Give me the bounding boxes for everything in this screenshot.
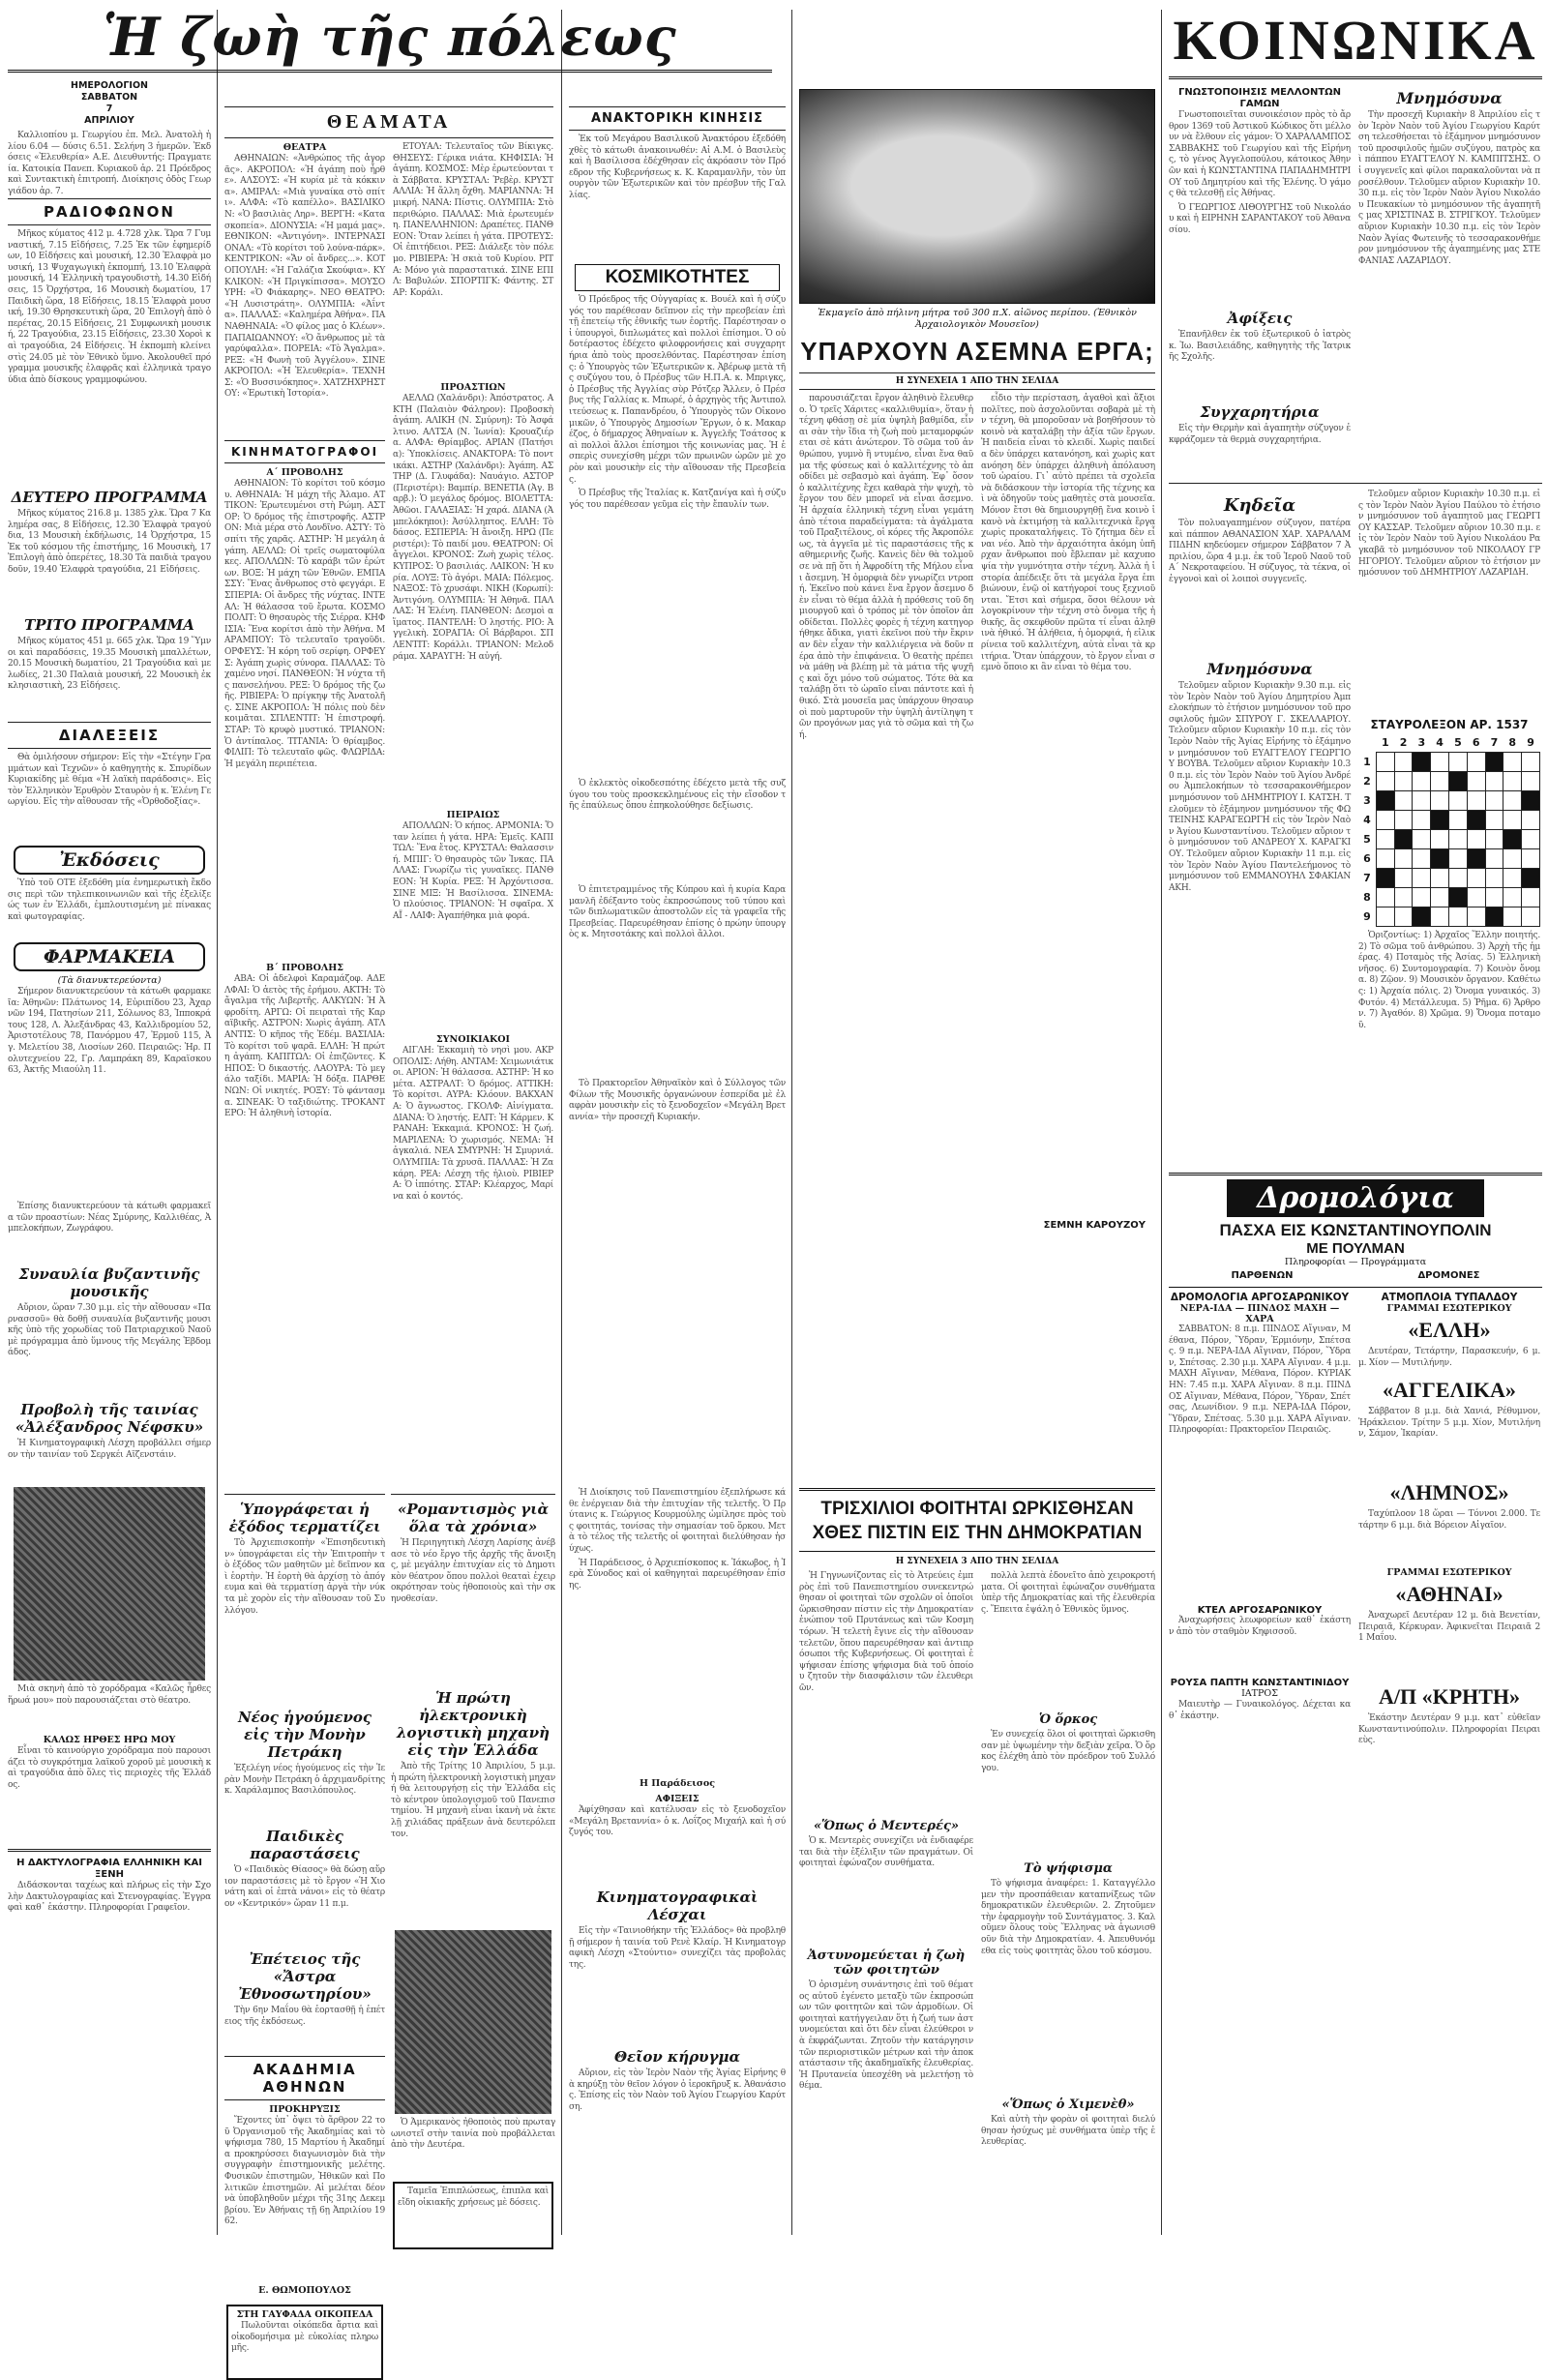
third-program-text: Μῆκος κύματος 451 μ. 665 χλκ. Ὥρα 19 Ὕμνοι καὶ παραδόσεις, 19.35 Μουσικὴ μπαλλέτων, 20.15 Μουσικὴ δωματίου, 21 Τραγούδια καὶ μελωδίες, 21.30 Παλαιὰ μουσική, 22 Μουσικὴ ἐκκλησιαστικὴ, 23 Εἰδήσεις. [8,637,211,692]
calendar-label: ΗΜΕΡΟΛΟΓΙΟΝ [71,80,148,91]
actor-photo [395,1930,551,2114]
route-left-heading: ΔΡΟΜΟΛΟΓΙΑ ΑΡΓΟΣΑΡΩΝΙΚΟΥ [1170,1292,1350,1303]
divider [1169,483,1542,484]
memorial2-heading: Μνημόσυνα [1206,660,1313,678]
crossword-col-label: 2 [1399,736,1408,749]
crossword-cell [1376,772,1394,791]
actor-photo-caption: Ὁ Ἀμερικανὸς ἠθοποιὸς ποὺ πρωταγωνιστεῖ στὴν ταινία ποὺ προβάλλεται ἀπὸ τὴν Δευτέρα. [391,2118,555,2151]
masthead-title: Ἡ ζωὴ τῆς πόλεως [8,0,772,73]
publications-heading: Ἐκδόσεις [14,846,205,875]
dance-photo-caption: Μιὰ σκηνὴ ἀπὸ τὸ χορόδραμα «Καλῶς ἦρθες ἥρωά μου» ποὺ παρουσιάζεται στὸ θέατρο. [8,1684,211,1706]
second-program-text: Μῆκος κύματος 216.8 μ. 1385 χλκ. Ὥρα 7 Καλημέρα σας, 8 Εἰδήσεις, 12.30 Ἐλαφρὰ τραγούδια, 13 Μουσικὴ ἐκδήλωσις, 14 Ὀρχήστρα, 15 Ἐκ τοῦ κόσμου τῆς ἐπιστήμης, 16 Μουσικὴ, 17 Ἐπιλογὴ ἀπὸ ὀπερέτες, 18.30 Τὰ παιδιὰ τραγουδοῦν, 19.40 Ἐλαφρὰ τραγούδια, 21 Εἰδήσεις. [8,509,211,575]
crossword-black-cell [1376,791,1394,811]
crossword-cell [1449,830,1468,849]
crossword-cell [1467,907,1485,927]
crossword-black-cell [1485,753,1503,772]
piraeus-list: ΑΠΟΛΛΩΝ: Ὁ κήπος. ΑΡΜΟΝΙΑ: Ὅταν λείπει ἡ γάτα. ΗΡΑ: Ἐμεῖς. ΚΑΠΙΤΩΛ: Ἕνα ἔτος. ΚΡΥΣΤΑΛ: Θαλασσινή. ΜΠΙΓ: Ὁ θησαυρὸς τῶν Ἰνκας. ΠΑΛΛΑΣ: Γνωρίζω τὶς γυναῖκες. ΠΑΝΘΕΟΝ: Ἡ Κυρία. ΡΕΞ: Ἡ Ἀρχόντισσα. ΣΙΝΕ ΜΙΞ: Ἡ Βασίλισσα. ΣΙΝΕΜΑ: Ὁ πλούσιος. ΤΡΙΑΝΟΝ: Ἡ σφαῖρα. ΧΑΪ - ΛΑΙΦ: Ἀγαπήθηκα μιὰ φορά. [393,821,553,921]
ship-elli-text: Δευτέραν, Τετάρτην, Παρασκευήν, 6 μ.μ. Χίον — Μυτιλήνην. [1358,1347,1540,1368]
oath-heading: Ὁ ὅρκος [1038,1712,1098,1727]
piraeus-heading: ΠΕΙΡΑΙΩΣ [446,810,500,820]
crossword-black-cell [1522,791,1540,811]
astra-text: Τὴν 6ην Μαΐου θὰ ἑορτασθῇ ἡ ἐπέτειος τῆς ἐκδόσεως. [224,2006,385,2027]
paradeisos-label: Η Παράδεισος [639,1778,716,1789]
crossword-cell [1467,791,1485,811]
bottom-ad-box-2 [393,2182,553,2249]
crossword-cell [1485,772,1503,791]
crossword-cell [1503,811,1522,830]
cinema-clubs-heading: Κινηματογραφικαὶ Λέσχαι [596,1889,759,1923]
crossword-row-label: 6 [1363,852,1371,865]
ship-angelika: «ΑΓΓΕΛΙΚΑ» [1383,1378,1516,1402]
crossword-cell [1522,772,1540,791]
crossword-cell [1503,869,1522,888]
calendar-month: ΑΠΡΙΛΙΟΥ [84,115,134,126]
crossword-black-cell [1431,811,1449,830]
students-text-2: πολλὰ λεπτὰ ἐδονεῖτο ἀπὸ χειροκροτήματα. Οἱ φοιτηταὶ ἐφώναζον συνθήματα ὑπὲρ τῆς Δημοκρατίας καὶ τῆς ἐλευθερίας. Ἔπειτα ἐψάλη ὁ Ἐθνικὸς ὕμνος. [981,1571,1155,1615]
academy-heading: ΑΚΑΔΗΜΙΑ ΑΘΗΝΩΝ [224,2056,385,2100]
spectacles-heading: ΘΕΑΜΑΤΑ [224,106,553,138]
crossword-cell [1503,849,1522,869]
mask-photo-caption: Ἐκμαγεῖο ἀπὸ πήλινη μήτρα τοῦ 300 π.Χ. αἰῶνος περίπου. (Ἐθνικὸν Ἀρχαιολογικὸν Μουσεῖον) [818,308,1137,330]
crossword-cell [1485,830,1503,849]
crossword-black-cell [1431,849,1449,869]
doctor-heading: ΡΟΥΣΑ ΠΑΠΤΗ ΚΩΝΣΤΑΝΤΙΝΙΔΟΥ [1170,1678,1350,1688]
vote-text: Τὸ ψήφισμα ἀναφέρει: 1. Καταγγέλλομεν τὴν προσπάθειαν καταπνίξεως τῶν δημοκρατικῶν ἐλευθεριῶν. 2. Ζητοῦμεν τὴν ἐφαρμογὴν τοῦ Συντάγματος. 3. Καλοῦμεν ὅλους τοὺς Ἕλληνας νὰ ἀγωνισθοῦν διὰ τὴν Δημοκρατίαν. 4. Ἀπευθυνόμεθα εἰς τοὺς φοιτητὰς ὅλου τοῦ κόσμου. [981,1879,1155,1956]
easter-agent-1: ΠΑΡΘΕΝΩΝ [1231,1270,1294,1281]
continuation-marker: Η ΣΥΝΕΧΕΙΑ 1 ΑΠΟ ΤΗΝ ΣΕΛΙΔΑ [799,372,1155,390]
bottom-ad-text: Πωλοῦνται οἰκόπεδα ἄρτια καὶ οἰκοδομήσιμα μὲ εὐκολίας πληρωμῆς. [231,2321,378,2354]
publications-text: Ὑπὸ τοῦ ΟΤΕ ἐξεδόθη μία ἐνημερωτικὴ ἔκδοσις περὶ τῶν τηλεπικοινωνιῶν καὶ τῆς ἐξελίξεώς των ἐν Ἑλλάδι, ἐμπλουτισμένη μὲ πίνακας καὶ φωτογραφίας. [8,878,211,922]
crossword-row-label: 7 [1363,872,1371,884]
hymne-text: Καὶ αὐτὴ τὴν φορὰν οἱ φοιτηταὶ διελύθησαν ἡσύχως μὲ συνθήματα ὑπὲρ τῆς ἐλευθερίας. [981,2115,1155,2148]
calendar-day: 7 [105,104,113,114]
crossword-cell [1522,849,1540,869]
third-program-heading: ΤΡΙΤΟ ΠΡΟΓΡΑΜΜΑ [24,616,194,634]
children-text: Ὁ «Παιδικὸς Θίασος» θὰ δώσῃ αὔριον παραστάσεις μὲ τὸ ἔργον «Ἡ Χιονάτη καὶ οἱ ἑπτὰ νάνοι» εἰς τὸ θέατρον «Κεντρικόν» ὥραν 11 π.μ. [224,1865,385,1909]
easter-headline: ΠΑΣΧΑ ΕΙΣ ΚΩΝΣΤΑΝΤΙΝΟΥΠΟΛΙΝ [1219,1221,1492,1239]
romantic-heading: «Ρομαντισμὸς γιὰ ὅλα τὰ χρόνια» [397,1501,550,1535]
electronic-heading: Ἡ πρώτη ἠλεκτρονικὴ λογιστικὴ μηχανὴ εἰς τὴν Ἑλλάδα [396,1689,551,1759]
crossword-row-label: 4 [1363,814,1371,826]
crossword-cell [1413,811,1431,830]
crossword-cell [1376,830,1394,849]
kalos-text: Εἶναι τὸ καινούργιο χορόδραμα ποὺ παρουσιάζει τὸ συγκρότημα λαϊκοῦ χοροῦ μὲ μουσικὴ καὶ τραγούδια ἀπὸ ὅλες τὶς περιοχὲς τῆς Ἑλλάδος. [8,1746,211,1790]
funerals-text: Τὸν πολυαγαπημένον σύζυγον, πατέρα καὶ πάππον ΑΘΑΝΑΣΙΟΝ ΧΑΡ. ΧΑΡΑΛΑΜΠΙΔΗΝ κηδεύομεν σήμερον Σάββατον 7 Ἀπριλίου, ὥρα 4 μ.μ. ἐκ τοῦ Ἱεροῦ Ναοῦ τοῦ Α΄ Νεκροταφείου. Ἡ σύζυγος, τὰ τέκνα, οἱ ἐγγονοὶ καὶ οἱ λοιποὶ συγγενεῖς. [1169,519,1351,584]
ypografeio-text: Τὸ Ἀρχιεπισκοπὴν «Ἐπισηδευτικὴν» ὑπογράφεται εἰς τὴν Ἐπιτροπὴν τὸ ἐξόδος τῶν μαθητῶν μὲ δεῖπνον καὶ ἑορτὴν. Ἡ ἑορτὴ θὰ ἀρχίσῃ τὸ ἀπόγευμα καὶ θὰ τερματίσῃ ἀργὰ τὴν νύκτα μὲ χορὸν εἰς τὴν αἴθουσαν τοῦ Συλλόγου. [224,1538,385,1616]
film-text: Ἡ Κινηματογραφικὴ Λέσχη προβάλλει σήμερον τὴν ταινίαν τοῦ Σεργκέι Αϊζενστάιν. [8,1439,211,1460]
crossword-cell [1485,849,1503,869]
crossword-col-label: 4 [1436,736,1444,749]
crossword-black-cell [1449,772,1468,791]
doctor-sub: ΙΑΤΡΟΣ [1241,1688,1278,1699]
calendar-box [8,80,211,127]
crossword-cell [1467,869,1485,888]
ktel-heading: ΚΤΕΛ ΑΡΓΟΣΑΡΩΝΙΚΟΥ [1197,1605,1323,1616]
bottom-ad-box [226,2305,383,2380]
crossword-cell [1503,753,1522,772]
crossword-cell [1449,811,1468,830]
crossword-black-cell [1467,811,1485,830]
film-heading: Προβολὴ τῆς ταινίας «Ἀλέξανδρος Νέφσκυ» [15,1401,204,1436]
mask-photo [799,89,1155,304]
crossword-cell [1522,907,1540,927]
memorial-text-2: Τελοῦμεν αὔριον Κυριακὴν 10.30 π.μ. εἰς τὸν Ἱερὸν Ναὸν Ἁγίου Παύλου τὸ ἐτήσιον μνημόσυνον τοῦ ἀγαπητοῦ μας ΓΕΩΡΓΙΟΥ ΚΑΣΣΑΡ. Τελοῦμεν αὔριον 10.30 π.μ. εἰς τὸν Ἱερὸν Ναὸν τοῦ Ἁγίου Νικολάου Ραγκαβᾶ τὸ μνημόσυνον τοῦ ΝΙΚΟΛΑΟΥ ΓΡΗΓΟΡΙΟΥ. Τελοῦμεν αὔριον τὸ ἐτήσιον μνημόσυνον τοῦ ΔΗΜΗΤΡΙΟΥ ΛΑΖΑΡΙΔΗ. [1358,490,1540,579]
academy-subheading: ΠΡΟΚΗΡΥΞΙΣ [269,2104,341,2115]
second-run-heading: Β΄ ΠΡΟΒΟΛΗΣ [266,963,343,973]
crossword-col-label: 5 [1454,736,1462,749]
easter-info: Πληροφορίαι — Προγράμματα [1284,1257,1427,1267]
suburban-list: ΑΙΓΛΗ: Ἐκκαμιὴ τὸ νησὶ μου. ΑΚΡΟΠΟΛΙΣ: Λήθη. ΑΝΤΑΜ: Χειμωνιάτικοι. ΑΡΙΟΝ: Ἡ θάλασσα. ΑΣΤΗΡ: Ἡ κομέτα. ΑΣΤΡΑΛΤ: Ὁ δρόμος. ΑΤΤΙΚΗ: Τὸ κορίτσι. ΑΥΡΑ: Κλόουν. ΒΑΚΧΑΝΑ: Ὁ ἄγνωστος. ΓΚΟΛΦ: Αἰνίγματα. ΔΙΑΝΑ: Ὁ ληστής. ΕΛΙΤ: Ἡ Κάρμεν. ΚΡΑΝΑΗ: Ἐκκαμιά. ΚΡΟΝΟΣ: Ἡ ζωή. ΜΑΡΙΛΕΝΑ: Ὁ χωρισμός. ΝΕΜΑ: Ἡ ἀγκαλιά. ΝΕΑ ΣΜΥΡΝΗ: Ἡ Σμυρνιά. ΟΛΥΜΠΙΑ: Τὰ χρυσᾶ. ΠΑΛΛΑΣ: Ἡ Ζακάρη. ΡΕΑ: Λέσχη τῆς ἡλιοὺ. ΡΙΒΙΕΡΑ: Ὁ ἰππότης. ΣΤΑΡ: Κλέαρχος, Μαρίνα καὶ ὁ κοντός. [393,1046,553,1202]
author-name: ΣΕΜΝΗ ΚΑΡΟΥΖΟΥ [1043,1220,1146,1231]
crossword-cell [1522,830,1540,849]
column-students-left [569,1488,786,2241]
ship-kriti: Α/Π «ΚΡΗΤΗ» [1378,1684,1521,1709]
column-spectacles-lower-right [391,1488,555,2241]
crossword-cell [1413,869,1431,888]
ship-limnos: «ΛΗΜΝΟΣ» [1389,1480,1509,1504]
ypografeio-heading: Ὑπογράφεται ἡ ἐξόδος τερματίζει [228,1501,381,1535]
crossword-grid [1358,733,1540,927]
electronic-text: Ἀπὸ τῆς Τρίτης 10 Ἀπριλίου, 5 μ.μ. ἡ πρώτη ἠλεκτρονικὴ λογιστικὴ μηχανή θὰ λειτουργήσῃ εἰς τὴν Ἑλλάδα εἰς τὸ κέντρον ὑπολογισμοῦ τοῦ Πανεπιστημίου. Ἡ μηχανὴ εἶναι ἱκανὴ νὰ ἐκτελῇ χιλιάδας πράξεων ἀνὰ δευτερόλεπτον. [391,1762,555,1839]
students-headline-box [799,1488,1155,1552]
crossword-cell [1413,830,1431,849]
funerals-heading: Κηδεῖα [1223,495,1296,516]
court-heading: ΑΝΑΚΤΟΡΙΚΗ ΚΙΝΗΣΙΣ [569,106,786,131]
hymne-heading: «Ὅπως ὁ Χιμενὲθ» [1001,2097,1135,2112]
crossword-col-label: 1 [1381,736,1389,749]
typing-ad-text: Διδάσκονται ταχέως καὶ πλήρως εἰς τὴν Σχολὴν Δακτυλογραφίας καὶ Στενογραφίας. Ἐγγραφαὶ καθ᾽ ἑκάστην. Πληροφορίαι Γραφεῖον. [8,1881,211,1914]
crossword-cell [1394,791,1413,811]
cosmic-text: Ὁ Πρόεδρος τῆς Οὐγγαρίας κ. Βουέλ καὶ ἡ σύζυγός του παρέθεσαν δεῖπνον εἰς τὴν πρεσβείαν ἐπὶ τῇ ἐπετείῳ τῆς ἐθνικῆς των ἑορτῆς. Παρέστησαν οἱ ὑπουργοὶ, διπλωμάτες καὶ πολλοὶ ἐπίσημοι. Ὁ οὑδοτέραστος ἐδέχετο φιλοφρονήσεις καὶ συγχαρητήρια ἀπὸ τοὺς προσελθόντας. Παρέστησαν ἐπίσης: ὁ Ὑπουργὸς τῶν Ἐξωτερικῶν κ. Ἀβέρωφ μετὰ τῆς συζύγου του, ὁ Πρέσβυς τῶν Η.Π.Α. κ. Μπριγκς, ὁ Πρέσβυς τῆς Ἀγγλίας σὺρ Ρότζερ Ἄλλεν, ὁ Πρέσβυς τῆς Γαλλίας κ. Μπωρέ, ὁ ἀρχηγὸς τῆς Ἀντιπολιτεύσεως κ. Παπανδρέου, ὁ Ὑπουργὸς τῶν Οἰκονομικῶν, ὁ Ὑπουργὸς Δημοσίων Ἔργων, ὁ κ. Μακαρέζος, ὁ δήμαρχος Ἀθηναίων κ. Ἀγγελῆς Τσάτσος καὶ πολλοὶ ἄλλοι ἐπίσημοι τῆς κοινωνίας μας. Ἡ ἑσπερὶς συνεχίσθη μέχρι τῶν πρωινῶν ὡρῶν μὲ χορὸν καὶ μουσικὴν εἰς τὴν αἴθουσαν τῆς Πρεσβείας. Ὁ Πρέσβυς τῆς Ἰταλίας κ. Κατζανίγα καὶ ἡ σύζυγός του παρέθεσαν γεῦμα εἰς τὴν ἔπαυλίν των. [569,295,786,510]
social-heading: ΚΟΙΝΩΝΙΚΑ [1169,8,1542,79]
crossword-cell [1376,849,1394,869]
crossword-cell [1485,869,1503,888]
crossword-cell [1376,753,1394,772]
romantic-text: Ἡ Περιηγητικὴ Λέσχη Λαρίσης ἀνέβασε τὸ νέο ἔργο τῆς ἀρχῆς τῆς ἄνοιξης, μὲ μεγάλην ἐπιτυχίαν εἰς τὸ Δημοτικὸν θέατρον ὅπου πολλοὶ θεαταὶ ἐχειροκρότησαν τοὺς ἠθοποιοὺς καὶ τὴν σκηνοθεσίαν. [391,1538,555,1604]
crossword-cell [1485,811,1503,830]
urban-heading: ΠΡΟΑΣΤΙΩΝ [440,382,506,393]
crossword-row-label: 8 [1363,891,1371,904]
continuation-marker-3: Η ΣΥΝΕΧΕΙΑ 3 ΑΠΟ ΤΗΝ ΣΕΛΙΔΑ [895,1557,1059,1566]
route-right-sub: ΓΡΑΜΜΑΙ ΕΣΩΤΕΡΙΚΟΥ [1386,1303,1512,1314]
pharmacies-text-2: Ἐπίσης διανυκτερεύουν τὰ κάτωθι φαρμακεῖα τῶν προαστίων: Νέας Σμύρνης, Καλλιθέας, Ἀμπελοκήπων, Ζωγράφου. [8,1202,211,1235]
radio-text: Μῆκος κύματος 412 μ. 4.728 χλκ. Ὥρα 7 Γυμναστική, 7.15 Εἰδήσεις, 7.25 Ἐκ τῶν ἐφημερίδων, 10 Εἰδήσεις καὶ μουσική, 12.30 Ἐλαφρὰ μουσική, 13 Ψυχαγωγικὴ ἐκπομπή, 13.10 Ἐλαφρὰ μουσική, 14 Ἑλληνικὴ τραγουδιστὴ, 14.30 Εἰδήσεις, 15 Ὀρχήστρα, 16 Μουσικὴ δωματίου, 17 Παιδικὴ ὥρα, 18 Εἰδήσεις, 18.15 Ἐλαφρὰ μουσική, 19.30 Θρησκευτικὴ ὥρα, 20 Ἐπιλογὴ ἀπὸ ὀπερέτας, 20.15 Εἰδήσεις, 21 Συμφωνικὴ μουσική, 22 Τραγούδια, 23.15 Εἰδήσεις, 23.30 Χοροὶ καὶ τραγούδια, 24 Εἰδήσεις. Ἡ ἐκπομπὴ κλείνει στὶς 24.05 μὲ τὸν Ἐθνικὸ ὕμνο. Ἀκολουθεῖ πρόγραμμα μουσικῆς ἐλαφρᾶς καὶ ἑλληνικὰ τραγούδια ἀπὸ δίσκους γραμμοφώνου. [8,229,211,385]
cosmic-text-4: Τὸ Πρακτορεῖον Ἀθηναϊκὸν καὶ ὁ Σύλλογος τῶν Φίλων τῆς Μουσικῆς ὀργανώνουν ἑσπερίδα μὲ ἐλαφρὰν μουσικὴν εἰς τὸ ξενοδοχεῖον «Μεγάλη Βρεταννία» τὴν προσεχῆ Κυριακήν. [569,1079,786,1122]
calendar-weekday: ΣΑΒΒΑΤΟΝ [80,92,138,103]
monastery-text: Ἐξελέγη νέος ἡγούμενος εἰς τὴν Ἱερὰν Μονὴν Πετράκη ὁ ἀρχιμανδρίτης κ. Χαράλαμπος Βασιλόπουλος. [224,1764,385,1797]
crossword-cell [1431,772,1449,791]
crossword-cell [1431,753,1449,772]
crossword-cell [1503,907,1522,927]
theion-text: Αὔριον, εἰς τὸν Ἱερὸν Ναὸν τῆς Ἁγίας Εἰρήνης θὰ κηρύξῃ τὸν θεῖον λόγον ὁ ἱεροκῆρυξ κ. Ἀθανάσιος. Ἐπίσης εἰς τὸν Ναὸν τοῦ Ἁγίου Γεωργίου Καρύτση. [569,2068,786,2112]
cosmic-text-2: Ὁ ἐκλεκτὸς οἰκοδεσπότης ἐδέχετο μετὰ τῆς συζύγου του τοὺς προσκεκλημένους εἰς τὴν εἴσοδον τῆς ἐπαύλεως ὅπου ἐπηκολούθησε δεξίωσις. [569,779,786,812]
lectures-text: Θὰ ὁμιλήσουν σήμερον: Εἰς τὴν «Στέγην Γραμμάτων καὶ Τεχνῶν» ὁ καθηγητὴς κ. Σπυρίδων Κυριακίδης μὲ θέμα «Ἡ λαϊκὴ παράδοσις». Εἰς τὸν Ἐλληνικὸν Ἐρυθρὸν Σταυρὸν ἡ κ. Ἑλένη Γεωργίου. Εἰς τὴν αἴθουσαν τῆς «Ὀρθοδοξίας». [8,753,211,808]
memorial2-text: Τελοῦμεν αὔριον Κυριακὴν 9.30 π.μ. εἰς τὸν Ἱερὸν Ναὸν τοῦ Ἁγίου Δημητρίου Ἀμπελοκήπων τὸ ἐτήσιον μνημόσυνον τοῦ προσφιλοῦς ἡμῶν ΣΠΥΡΟΥ Γ. ΣΚΕΛΛΑΡΙΟΥ. Τελοῦμεν αὔριον Κυριακὴν 10 π.μ. εἰς τὸν Ἱερὸν Ναὸν τῆς Ἁγίας Εἰρήνης τὸ ἑξάμηνον μνημόσυνον τοῦ ΕΥΑΓΓΕΛΟΥ ΓΕΩΡΓΙΟΥ ΒΟΥΒΑ. Τελοῦμεν αὔριον Κυριακὴν 10.30 π.μ. εἰς τὸν Ἱερὸν Ναὸν τοῦ Ἁγίου Ἀνδρέου Ἀμπελοκήπων τὸ τεσσαρακονθήμερον μνημόσυνον τοῦ ΔΗΜΗΤΡΙΟΥ Ι. ΚΑΤΣΗ. Τελοῦμεν τὸ ἑξάμηνον μνημόσυνον τῆς ΦΩΤΕΙΝΗΣ ΚΑΡΑΓΕΩΡΓΗ εἰς τὸν Ἱερὸν Ναὸν Ἁγίου Κωνσταντίνου. Τελοῦμεν αὔριον τὸ μνημόσυνον τοῦ ΑΝΔΡΕΟΥ Χ. ΚΑΡΑΓΚΙΟΥ. Τελοῦμεν αὔριον Κυριακὴν 11 π.μ. εἰς τὸν Ἱερὸν Ναὸν Ἁγίου Παντελεήμονος τὸ μνημόσυνον τοῦ ΕΜΜΑΝΟΥΗΛ ΣΦΑΚΙΑΝΑΚΗ. [1169,681,1351,893]
column-art-story [799,89,1155,1482]
crossword-cell [1376,907,1394,927]
congrats-heading: Συγχαρητήρια [1200,403,1320,421]
academy-signature: Ε. ΘΩΜΟΠΟΥΛΟΣ [258,2285,351,2296]
route-left-sub: ΝΕΡΑ-ΙΔΑ — ΠΙΝΔΟΣ ΜΑΧΗ — ΧΑΡΑ [1179,1303,1340,1324]
crossword-cell [1413,888,1431,907]
ship-elli: «ΕΛΛΗ» [1408,1318,1491,1342]
art-text-col-1: παρουσιάζεται ἔργον ἀληθινὸ ἔλευθερο. Ὁ τρεῖς Χάριτες «καλλιθυμία», ὅταν ἡ τέχνη φθάσῃ σὲ μία ὑψηλὴ βαθμίδα, εἶναι σὰν τὴν ἴδια τὴ ζωὴ ποὺ μεταμορφώνεται σὲ κάτι ἀνώτερον. Τὸ σῶμα τοῦ ἀνθρώπου, γυμνὸ ἢ ντυμένο, εἶναι ἕνα θαῦμα τῆς φύσεως καὶ ὁ καλλιτέχνης τὸ ἀποδίδει μὲ σεβασμὸ καὶ ἀγάπη. Ἐφ᾽ ὅσον ὁ καλλιτέχνης ἔχει καθαρὰ τὴν ψυχὴ, τὸ ἔργον του δὲν μπορεῖ νὰ εἶναι ἄσεμνο. Ἡ ἀρχαία ἑλληνικὴ τέχνη εἶναι γεμάτη ἀπὸ τέτοια παραδείγματα: τὰ ἀγάλματα τοῦ Πραξιτέλους, οἱ κόρες τῆς Ἀκροπόλεως, τὰ ἀγγεῖα μὲ τὶς παραστάσεις τῆς καθημερινῆς ζωῆς. Κανεὶς δὲν θὰ τολμοῦσε νὰ πῇ ὅτι ἡ Ἀφροδίτη τῆς Μήλου εἶναι ἄσεμνη. Ἡ ὀμορφιὰ δὲν γνωρίζει ντροπή. Ἐκεῖνο ποὺ κάνει ἕνα ἔργον ἄσεμνο δὲν εἶναι τὸ θέμα ἀλλὰ ἡ πρόθεσις τοῦ δημιουργοῦ καὶ ὁ τρόπος μὲ τὸν ὁποῖον ἀποδίδεται. Πολλὲς φορὲς ἡ τέχνη κατηγορήθηκε ἄδικα, γιατὶ ἐκεῖνοι ποὺ τὴν ἔκριναν δὲν εἶχαν τὴν καλλιέργεια νὰ δοῦν πέρα ἀπὸ τὴν ἐπιφάνεια. Ὁ θεατὴς πρέπει νὰ μάθῃ νὰ βλέπῃ μὲ τὰ μάτια τῆς ψυχῆς καὶ ὄχι μόνο τοῦ σώματος. Τότε θὰ καταλάβῃ ὅτι τὸ ὡραῖο εἶναι πάντοτε καὶ ἠθικό. Στὰ μουσεῖα μας ὑπάρχουν θησαυροὶ ποὺ μαρτυροῦν τὴν ὑψηλὴ ἀντίληψη τῶν προγόνων μας γιὰ τὸ σῶμα καὶ τὴ ζωή. [799,394,973,740]
crossword-heading: ΣΤΑΥΡΟΛΕΞΟΝ ΑΡ. 1537 [1370,718,1529,731]
crossword-cell [1394,888,1413,907]
court-text: Ἐκ τοῦ Μεγάρου Βασιλικοῦ Ἀνακτόρου ἐξεδόθη χθὲς τὸ κάτωθι ἀνακοινωθέν: Αἱ Α.Μ. ὁ Βασιλεὺς καὶ ἡ Βασίλισσα ἐδέχθησαν εἰς ἀκρόασιν τὸν Πρόεδρον τῆς Κυβερνήσεως κ. Κ. Καραμανλῆν, τὸν ὑπουργὸν τῶν Ἐξωτερικῶν καὶ τὸν πρέσβυν τῆς Γαλλίας. [569,134,786,200]
oath-text: Ἐν συνεχείᾳ ὅλοι οἱ φοιτηταὶ ὥρκισθησαν μὲ ὑψωμένην τὴν δεξιὰν χεῖρα. Ὁ ὅρκος ἐλέχθη ἀπὸ τὸν πρόεδρον τοῦ Συλλόγου. [981,1730,1155,1773]
pharmacies-subheading: (Τὰ διανυκτερεύοντα) [57,975,162,986]
crossword-cell [1449,869,1468,888]
crossword-col-label: 6 [1472,736,1480,749]
crossword-cell [1449,907,1468,927]
second-run-list: ΑΒΑ: Οἱ ἀδελφοὶ Καραμάζοφ. ΑΔΕΛΦΑΙ: Ὁ ἀετὸς τῆς ἐρήμου. ΑΚΤΗ: Τὸ ἄγαλμα τῆς Λιβερτῆς. ΑΛΚΥΩΝ: Ἡ Ἀφροδίτη. ΑΡΓΩ: Οἱ πειραταὶ τῆς Καραϊβικῆς. ΑΣΤΡΟΝ: Χωρὶς ἀγάπη. ΑΤΛΑΝΤΙΣ: Ὁ κῆπος τῆς Ἐδέμ. ΒΑΣΙΛΙΑ: Τὸ κορίτσι τοῦ ψαρᾶ. ΕΛΛΗ: Ἡ πρώτη ἀγάπη. ΚΑΠΙΤΩΛ: Οἱ ἐπιζῶντες. ΚΗΠΟΣ: Ὁ δικαστής. ΛΑΟΥΡΑ: Τὸ μεγάλο ταξίδι. ΜΑΡΙΑ: Ἡ δόξα. ΠΑΡΘΕΝΩΝ: Οἱ νικητές. ΡΟΞΥ: Τὸ φάντασμα. ΣΙΝΕΑΚ: Ὁ ταξιδιώτης. ΤΡΟΚΑΝΤΕΡΟ: Ἡ ἀληθινὴ ἱστορία. [224,974,385,1119]
divider [8,1849,211,1852]
crossword-row-label: 3 [1363,794,1371,807]
column-rule [217,10,218,2235]
crossword-row-label: 1 [1363,756,1371,768]
crossword-cell [1413,772,1431,791]
cinemas-heading: ΚΙΝΗΜΑΤΟΓΡΑΦΟΙ [224,440,385,463]
crossword-cell [1394,753,1413,772]
crossword-cell [1503,772,1522,791]
ship-athinai-text: Ἀναχωρεῖ Δευτέραν 12 μ. διὰ Βενετίαν, Πειραιᾶ, Κέρκυραν. Ἀφικνεῖται Πειραιᾶ 21 Μαΐου. [1358,1611,1540,1644]
crossword-col-label: 9 [1527,736,1534,749]
ships-grammai: ΓΡΑΜΜΑΙ ΕΣΩΤΕΡΙΚΟΥ [1386,1567,1512,1578]
crossword-black-cell [1449,888,1468,907]
suburban-heading: ΣΥΝΟΙΚΙΑΚΟΙ [436,1034,510,1045]
academy-text: Ἔχοντες ὑπ᾽ ὄψει τὸ ἄρθρον 22 τοῦ Ὀργανισμοῦ τῆς Ἀκαδημίας καὶ τὸ ψήφισμα 780, 15 Μαρτίου ἡ Ἀκαδημία προκηρύσσει διαγωνισμὸν διὰ τὴν συγγραφὴν ἐπιστημονικῆς μελέτης. Φυσικῶν ἐπιστημῶν, Ἠθικῶν καὶ Πολιτικῶν ἐπιστημῶν. Αἱ μελέται δέον νὰ ὑποβληθοῦν μέχρι τῆς 31ης Δεκεμβρίου. Ἐν Ἀθήναις τῇ 6ῃ Ἀπριλίου 1962. [224,2116,385,2227]
crossword-black-cell [1503,830,1522,849]
dance-photo [14,1487,205,1681]
cosmic-text-3: Ὁ ἐπιτετραμμένος τῆς Κύπρου καὶ ἡ κυρία Καραμανλῆ ἐδέξαντο τοὺς ἐκπροσώπους τοῦ τύπου καὶ τῶν διπλωματικῶν ἀποστολῶν εἰς τὰ γραφεῖα τῆς Πρεσβείας. Παρευρέθησαν ἐπίσης ὁ πρώην ὑπουργὸς κ. Μητσοτάκης καὶ πολλοὶ ἄλλοι. [569,885,786,940]
column-rule [561,10,562,2235]
crossword-cell [1394,772,1413,791]
crossword-cell [1449,849,1468,869]
crossword-cell [1413,849,1431,869]
crossword-cell [1485,888,1503,907]
crossword-cell [1503,791,1522,811]
bottom-ad-title: ΣΤΗ ΓΑΥΦΑΔΑ ΟΙΚΟΠΕΔΑ [236,2309,373,2320]
ship-athinai: «ΑΘΗΝΑΙ» [1395,1582,1503,1606]
vote-heading: Τὸ ψήφισμα [1024,1861,1113,1876]
kalos-heading: ΚΑΛΩΣ ΗΡΘΕΣ ΗΡΩ ΜΟΥ [43,1735,176,1745]
crossword-black-cell [1394,830,1413,849]
crossword-cell [1467,753,1485,772]
route-right-heading: ΑΤΜΟΠΛΟΙΑ ΤΥΠΑΛΔΟΥ [1381,1292,1518,1303]
first-run-list: ΑΘΗΝΑΙΟΝ: Τὸ κορίτσι τοῦ κόσμου. ΑΘΗΝΑΙΑ: Ἡ μάχη τῆς Ἀλαμο. ΑΤΤΙΚΟΝ: Ἐρωτευμένοι στὴ Ρώμη. ΑΣΤΟΡ: Ὁ δρόμος τῆς ἐπιστροφῆς. ΑΣΤΡΟΝ: Μιὰ μέρα στὸ Λονδῖνο. ΑΣΤΥ: Τὸ σπίτι τῆς χαρᾶς. ΑΣΤΗΡ: Ἡ μεγάλη ἀγάπη. ΑΕΛΛΩ: Οἱ τρεῖς σωματοφύλακες. ΑΠΟΛΛΩΝ: Τὸ καράβι τῶν ἐρώτων. ΒΟΞ: Ἡ μάχη τῶν Ἐθνῶν. ΕΜΠΑΣΣΥ: Ἕνας ἄνθρωπος στὸ φεγγάρι. ΕΣΠΕΡΙΑ: Οἱ ἄνδρες τῆς νύχτας. ΙΝΤΕΑΛ: Ἡ θάλασσα τοῦ ἔρωτα. ΚΟΣΜΟΠΟΛΙΤ: Ὁ θησαυρὸς τῆς Σιέρρα. ΚΗΦΙΣΙΑ: Ἕνα κορίτσι ἀπὸ τὴν Ἀθήνα. ΜΑΡΑΜΠΟΥ: Τὸ τελευταῖο τραγοῦδι. ΟΡΦΕΥΣ: Ἡ κόρη τοῦ σερίφη. ΟΡΦΕΥΣ: Ἀγάπη χωρὶς σύνορα. ΠΑΛΛΑΣ: Τὸ χαμένο νησί. ΠΑΝΘΕΟΝ: Ἡ νύχτα τῆς πανσελήνου. ΡΕΞ: Ὁ δρόμος τῆς ζωῆς. ΡΙΒΙΕΡΑ: Ὁ πρίγκηψ τῆς Ἀνατολῆς. ΣΙΝΕ ΑΚΡΟΠΟΛ: Ἡ πόλις ποὺ δὲν κοιμᾶται. ΣΠΛΕΝΤΙΤ: Ἡ ἐπιστροφή. ΣΤΑΡ: Τὸ κρυφὸ μυστικό. ΤΡΙΑΝΟΝ: Ὁ ἀντίπαλος. ΤΙΤΑΝΙΑ: Ὁ θρίαμβος. ΦΙΛΙΠ: Τὸ τελευταῖο φῶς. ΦΛΩΡΙΔΑ: Ἡ μεγάλη περιπέτεια. [224,479,385,769]
crossword-col-label: 3 [1417,736,1426,749]
crossword-cell [1449,753,1468,772]
crossword-cell [1394,811,1413,830]
memorial-text: Τὴν προσεχῆ Κυριακὴν 8 Ἀπριλίου εἰς τὸν Ἱερὸν Ναὸν τοῦ Ἁγίου Γεωργίου Καρύτση τελεσθήσεται τὸ ἑξάμηνον μνημόσυνον τοῦ προσφιλοῦς ἡμῶν συζύγου, πατρὸς καὶ πάππου ΕΥΑΓΓΕΛΟΥ Ν. ΚΑΜΠΙΤΣΗΣ. Οἱ συγγενεῖς καὶ φίλοι παρακαλοῦνται νὰ προσέλθουν. Τελοῦμεν αὔριον Κυριακὴν 10.30 π.μ. εἰς τὸν Ἱερὸν Ναὸν Ἁγίου Νικολάου Πευκακίων τὸ μνημόσυνον τῆς ἀγαπητῆς μας ΧΡΙΣΤΙΝΑΣ Β. ΣΤΡΙΓΚΟΥ. Τελοῦμεν αὔριον Κυριακὴν 10.30 π.μ. εἰς τὸν Ἱερὸν Ναὸν Ἁγίας Φωτεινῆς τὸ τεσσαρακονθήμερον μνημόσυνον τῆς ἀγαπημένης μας ΣΤΕΦΑΝΙΑΣ ΛΑΖΑΡΙΔΟΥ. [1358,110,1540,266]
crossword-cell [1431,869,1449,888]
col3-lower-text: Ἡ Διοίκησις τοῦ Πανεπιστημίου ἐξεπλήρωσε κάθε ἐνέργειαν διὰ τὴν ἐπιτυχίαν τῆς τελετῆς. Ὁ Πρύτανις κ. Γεώργιος Κουρμούλης ὡμίλησε πρὸς τοὺς φοιτητάς, τονίσας τὴν σημασίαν τοῦ ὅρκου. Μετὰ τὸ τέλος τῆς τελετῆς οἱ φοιτηταὶ διελύθησαν ἡσύχως. Ἡ Παράδεισος, ὁ Ἀρχιεπίσκοπος κ. Ἰάκωβος, ἡ Ἱερὰ Σύνοδος καὶ οἱ καθηγηταὶ παρευρέθησαν ἐπίσης. [569,1488,786,1591]
departures-heading: ΑΦΙΞΕΙΣ [655,1794,700,1804]
ship-limnos-text: Ταχύπλοον 18 ὥραι — Τόννοι 2.000. Τετάρτην 6 μ.μ. διὰ Βόρειον Αἰγαῖον. [1358,1509,1540,1531]
crossword-row-label: 2 [1363,775,1371,788]
arrivals-text: Ἐπανῆλθεν ἐκ τοῦ ἐξωτερικοῦ ὁ ἰατρὸς κ. Ἰω. Βασιλειάδης, καθηγητὴς τῆς Ἰατρικῆς Σχολῆς. [1169,330,1351,363]
students-text-1: Ἡ Γηγνωνίζοντας εἰς τὸ Ἀτρεύεις ἐμπρὸς ἐπὶ τοῦ Πανεπιστημίου συνεκεντρώθησαν οἱ φοιτηταὶ τῶν σχολῶν οἱ ὁποῖοι ὥρκισθησαν πίστιν εἰς τὴν Δημοκρατίαν ἐνώπιον τοῦ Πρυτάνεως καὶ τῶν Κοσμητόρων. Ἡ τελετὴ ἔγινε εἰς τὴν αἴθουσαν τελετῶν, ὅπου παρευρέθησαν καὶ ἀντιπρόσωποι τῆς Κυβερνήσεως. Οἱ φοιτηταὶ ἐψήφισαν ἐπίσης ψήφισμα διὰ τοῦ ὁποίου ζητοῦν τὴν διασφάλισιν τῶν ἐλευθεριῶν. [799,1571,973,1693]
cosmic-heading: ΚΟΣΜΙΚΟΤΗΤΕΣ [575,264,780,291]
second-program-heading: ΔΕΥΤΕΡΟ ΠΡΟΓΡΑΜΜΑ [11,489,208,506]
crossword-cell [1431,791,1449,811]
theion-heading: Θεῖον κήρυγμα [613,2048,741,2066]
monastery-heading: Νέος ἡγούμενος εἰς τὴν Μονὴν Πετράκη [237,1709,372,1761]
divider [391,1494,555,1495]
crossword-cell [1413,791,1431,811]
actor-photo-label: Ὁ Ἀμερικανὸς ἠθοποιὸς [401,2118,502,2127]
arrivals-heading: Ἀφίξεις [1227,310,1293,327]
crossword-cell [1467,830,1485,849]
radio-heading: ΡΑΔΙΟΦΩΝΟΝ [8,198,211,225]
theatres-list-2: ΕΤΟΥΑΛ: Τελευταῖος τῶν Βίκιγκς. ΘΗΣΕΥΣ: Γέρικα νιάτα. ΚΗΦΙΣΙΑ: Ἡ ἀγάπη. ΚΟΣΜΟΣ: Μὲρ ἐρωτεύονται τὰ Σάββατα. ΚΡΥΣΤΑΛ: Ῥεβὲρ. ΚΡΥΣΤΑΛΛΙΑ: Ἡ ἄλλη ὄχθη. ΜΑΡΙΑΝΝΑ: Ἡ μικρή. ΝΑΝΑ: Πίστις. ΟΛΥΜΠΙΑ: Στὸ περιθώριο. ΠΑΛΛΑΣ: Μιὰ ἐρωτευμένη. ΠΑΝΕΛΛΗΝΙΟΝ: Δραπέτες. ΠΑΝΘΕΟΝ: Ὅταν λείπει ἡ γάτα. ΠΡΟΤΕΥΣ: Οἱ ἐπιτήδειοι. ΡΕΞ: Διάλεξε τὸν πόλεμο. ΡΙΒΙΕΡΑ: Ἡ σκιὰ τοῦ Κυρίου. ΡΙΤΑ: Μόνο γιὰ παραστατικά. ΣΙΝΕ ΕΠΙΛ: Βαβυλών. ΣΠΟΡΤΙΓΚ: Φάντης. ΣΤΑΡ: Κοράλι. [393,142,553,298]
police-heading: Ἀστυνομεύεται ἡ ζωὴ τῶν φοιτητῶν [807,1949,966,1978]
crossword-cell [1431,888,1449,907]
byzantine-text: Αὔριον, ὥραν 7.30 μ.μ. εἰς τὴν αἴθουσαν «Παρνασσοῦ» θὰ δοθῇ συναυλία βυζαντινῆς μουσικῆς ὑπὸ τῆς χορωδίας τοῦ Πατριαρχικοῦ Ναοῦ μὲ πρόγραμμα ἀπὸ ὕμνους τῆς Μεγάλης Ἑβδομάδος. [8,1303,211,1358]
students-story [799,1488,1155,2241]
column-rule [1161,10,1162,2235]
congrats-text: Εἰς τὴν Θερμὴν καὶ ἀγαπητὴν σύζυγον ἐκφράζομεν τὰ θερμὰ συγχαρητήρια. [1169,424,1351,445]
crossword-black-cell [1485,907,1503,927]
crossword-cell [1522,888,1540,907]
crossword-corner [1358,733,1376,753]
easter-sub: ΜΕ ΠΟΥΛΜΑΝ [1306,1240,1405,1257]
crossword-cell [1522,753,1540,772]
dromologia-heading: Δρομολόγια [1227,1179,1484,1217]
menteres-heading: «Ὅπως ὁ Μεντερές» [813,1819,960,1833]
memorial-heading: Μνημόσυνα [1396,89,1503,107]
typing-ad-heading: Η ΔΑΚΤΥΛΟΓΡΑΦΙΑ ΕΛΛΗΝΙΚΗ ΚΑΙ ΞΕΝΗ [16,1858,202,1880]
crossword-black-cell [1467,849,1485,869]
crossword-cell [1394,907,1413,927]
crossword-black-cell [1413,753,1431,772]
route-left-text: ΣΑΒΒΑΤΟΝ: 8 π.μ. ΠΙΝΔΟΣ Αἴγιναν, Μέθανα, Πόρον, Ὕδραν, Ἑρμιόνην, Σπέτσας. 9 π.μ. ΝΕΡΑ-ΙΔΑ Αἴγιναν, Πόρον, Ὕδραν, Σπέτσας. 2.30 μ.μ. ΧΑΡΑ Αἴγιναν. 4 μ.μ. ΜΑΧΗ Αἴγιναν, Μέθανα, Πόρον. ΚΥΡΙΑΚΗΝ: 7.45 π.μ. ΧΑΡΑ Αἴγιναν. 8 π.μ. ΠΙΝΔΟΣ Αἴγιναν, Μέθανα, Πόρον, Ὕδραν, Σπέτσας, Λεωνίδιον. 9 π.μ. ΝΕΡΑ-ΙΔΑ Πόρον, Ὕδραν, Σπέτσας. 5.30 μ.μ. ΧΑΡΑ Αἴγιναν. Πληροφορίαι: Πρακτορεῖον Πειραιῶς. [1169,1324,1351,1436]
crossword-cell [1431,907,1449,927]
column-court-news [569,101,786,1484]
pharmacies-text: Σήμερον διανυκτερεύουν τὰ κάτωθι φαρμακεῖα: Ἀθηνῶν: Πλάτωνος 14, Εὐριπίδου 23, Ἀχαρνῶν 194, Πατησίων 211, Σόλωνος 83, Ἱπποκράτους 128, Λ. Ἀλεξάνδρας 43, Καλλιδρομίου 52, Ἀριστοτέλους 78, Πανόρμου 47, Ἐρμοῦ 115, Ἀγ. Μελετίου 38, Λιοσίων 260. Πειραιῶς: Ἡρ. Πολυτεχνείου 22, Γρ. Λαμπράκη 89, Καραϊσκου 63, Ἀκτῆς Μιαούλη 11. [8,987,211,1076]
column-rule [791,10,792,2235]
engagement-heading: ΓΝΩΣΤΟΠΟΙΗΣΙΣ ΜΕΛΛΟΝΤΩΝ ΓΑΜΩΝ [1177,87,1342,109]
main-headline: ΥΠΑΡΧΟΥΝ ΑΣΕΜΝΑ ΕΡΓΑ; [800,337,1154,366]
crossword-cell [1376,888,1394,907]
byzantine-heading: Συναυλία βυζαντινῆς μουσικῆς [18,1265,200,1300]
children-heading: Παιδικὲς παραστάσεις [250,1828,360,1862]
crossword-cell [1449,791,1468,811]
easter-agent-2: ΔΡΟΜΟΝΕΣ [1417,1270,1480,1281]
first-run-heading: Α΄ ΠΡΟΒΟΛΗΣ [266,467,343,478]
menteres-text: Ὁ κ. Μεντερὲς συνεχίζει νὰ ἐνδιαφέρεται διὰ τὴν ἐξέλιξιν τῶν πραγμάτων. Οἱ φοιτηταὶ ἐφώναζον συνθήματα. [799,1836,973,1869]
crossword-cell [1467,772,1485,791]
crossword-cell [1394,869,1413,888]
crossword-black-cell [1413,907,1431,927]
art-text-col-2: εἶδιο τὴν περίσταση, ἀγαθοὶ καὶ ἄξιοι πολῖτες, ποὺ ἀσχολοῦνται σοβαρὰ μὲ τὴν τέχνη, θὰ μποροῦσαν νὰ βοηθήσουν τὸ κοινὸ νὰ καταλάβῃ τὴν ἀξία τῶν ἔργων. Ἡ παιδεία εἶναι τὸ κλειδί. Χωρὶς παιδεία δὲν ὑπάρχει κατανόηση, καὶ χωρὶς κατανόηση δὲν ὑπάρχει ἀληθινὴ ἀπόλαυση τοῦ ὡραίου. Γι᾽ αὐτὸ πρέπει τὰ σχολεῖα νὰ διδάσκουν τὴν ἱστορία τῆς τέχνης καὶ νὰ ὁδηγοῦν τοὺς μαθητὲς στὰ μουσεῖα. Μόνον ἔτσι θὰ δημιουργηθῇ ἕνα κοινὸ ἱκανὸ νὰ ἐκτιμήσῃ τὰ καλλιτεχνικὰ ἔργα χωρὶς προκαταλήψεις. Τὸ ζήτημα δὲν εἶναι νέο. Ἀπὸ τὴν ἀρχαιότητα ἀκόμη ὑπῆρχαν ἄνθρωποι ποὺ ἔβλεπαν μὲ καχυποψία τὴν γυμνότητα στὴν τέχνη. Ἀλλὰ ἡ ἱστορία ἀπέδειξε ὅτι τὰ μεγάλα ἔργα ἐπιβιώνουν, ἐνῷ οἱ κατήγοροί τους ξεχνιοῦνται. Ἔτσι καὶ σήμερα, ὅσοι θέλουν νὰ λογοκρίνουν τὴν τέχνη στὸ ὄνομα τῆς ἠθικῆς, ἂς σκεφθοῦν πρῶτα τί εἶναι ἀληθινὰ ἠθικό. Ἡ ἀλήθεια, ἡ ὀμορφιά, ἡ εἰλικρίνεια τοῦ καλλιτέχνη, αὐτὰ εἶναι τὰ κριτήρια. Ὅταν ὑπάρχουν, τὸ ἔργον εἶναι σεμνὸ ὅποιο κι ἂν εἶναι τὸ θέμα του. [981,394,1155,673]
engagement-text: Γνωστοποιεῖται συνοικέσιον πρὸς τὸ ἄρθρον 1369 τοῦ Ἀστικοῦ Κώδικος ὅτι μέλλουν νὰ ἔλθουν εἰς γάμον: Ὁ ΧΑΡΑΛΑΜΠΟΣ ΣΑΒΒΑΚΗΣ τοῦ Γεωργίου καὶ τῆς Εἰρήνης, τὸ γένος Ἀγγελοπούλου, κάτοικος Ἀθηνῶν καὶ ἡ ΚΩΝΣΤΑΝΤΙΝΑ ΠΑΠΑΔΗΜΗΤΡΙΟΥ τοῦ Δημητρίου καὶ τῆς Ἑλένης. Ὁ γάμος θὰ τελεσθῇ εἰς Ἀθήνας. Ὁ ΓΕΩΡΓΙΟΣ ΛΙΘΟΥΡΓΗΣ τοῦ Νικολάου καὶ ἡ ΕΙΡΗΝΗ ΣΑΡΑΝΤΑΚΟΥ τοῦ Ἀθανασίου. [1169,110,1351,235]
crossword-row-label: 9 [1363,910,1371,923]
lectures-heading: ΔΙΑΛΕΞΕΙΣ [8,722,211,749]
ship-angelika-text: Σάββατον 8 μ.μ. διὰ Χανιά, Ρέθυμνον, Ἡράκλειον. Τρίτην 5 μ.μ. Χίον, Μυτιλήνην, Σάμον, Ἰκαρίαν. [1358,1407,1540,1440]
bottom-ad-text-2: Ταμεῖα Ἐπιπλώσεως, ἐπιπλα καὶ εἴδη οἰκιακῆς χρήσεως μὲ δόσεις. [398,2187,549,2208]
theatres-heading: ΘΕΑΤΡΑ [283,142,327,153]
crossword-row-label: 5 [1363,833,1371,846]
crossword-black-cell [1522,869,1540,888]
crossword-black-cell [1376,869,1394,888]
departures-text: Ἀφίχθησαν καὶ κατέλυσαν εἰς τὸ ξενοδοχεῖον «Μεγάλη Βρεταννία» ὁ κ. Λοΐζος Μιχαήλ καὶ ἡ σύζυγός του. [569,1805,786,1838]
dromologia-section [1169,1173,1542,1771]
divider [224,1494,385,1495]
crossword-cell [1503,888,1522,907]
column-spectacles-lower [224,1488,385,2354]
crossword-cell [1376,811,1394,830]
crossword-col-label: 8 [1508,736,1517,749]
doctor-text: Μαιευτὴρ — Γυναικολόγος. Δέχεται καθ᾽ ἑκάστην. [1169,1700,1351,1721]
astra-heading: Ἐπέτειος τῆς «Ἄστρα Ἐθνοσωτηρίου» [238,1950,372,2003]
students-headline: ΤΡΙΣΧΙΛΙΟΙ ΦΟΙΤΗΤΑΙ ΩΡΚΙΣΘΗΣΑΝ ΧΘΕΣ ΠΙΣΤΙΝ ΕΙΣ ΤΗΝ ΔΗΜΟΚΡΑΤΙΑΝ [812,1499,1143,1543]
urban-list: ΑΕΛΛΩ (Χαλάνδρι): Ἀπόστρατος. ΑΚΤΗ (Παλαιὸν Φάληρον): Προβοσκὴ ἀγάπη. ΑΛΙΚΗ (Ν. Σμύρνη): Τὸ Ἀσφάλτινο. ΑΛΤΣΑ (Ν. Ἰωνία): Κρουαζιέρα. ΑΛΦΑ: Θρίαμβος. ΑΡΙΑΝ (Πατήσια): Ὑποκλίσεις. ΑΝΑΚΤΟΡΑ: Τὸ ποντικάκι. ΑΣΤΗΡ (Χαλάνδρι): Ἀγάπη. ΑΣΤΗΡ (Δ. Γλυφάδα): Ναυάγιο. ΑΣΤΟΡ (Περιστέρι): Βαμπίρ. ΒΕΝΕΤΙΑ (Ἀγ. Βαρβ.): Ὁ μεγάλος δρόμος. ΒΙΟΛΕΤΤΑ: Ἀθῶοι. ΓΑΛΑΞΙΑΣ: Ἡ χαρά. ΔΙΑΝΑ (Ἀμπελόκηποι): Ἀσύλληπτος. ΕΛΛΗ: Τὸ δάσος. ΕΣΠΕΡΙΑ: Ἡ ἄνοιξη. ΗΡΩ (Περιστέρι): Τὸ παιδί μου. ΘΕΑΤΡΟΝ: Οἱ ἄγγελοι. ΚΡΟΝΟΣ: Ζωὴ χωρὶς τέλος. ΚΥΠΡΟΣ: Ὁ βασιλιάς. ΛΑΙΚΟΝ: Ἡ κυρία. ΛΟΥΞ: Τὸ ἀγόρι. ΜΑΙΑ: Πόλεμος. ΝΑΞΟΣ: Τὸ χρυσάφι. ΝΙΚΗ (Κορωπί): Ἀντιγόνη. ΟΛΥΜΠΙΑ: Ἡ Ἀθηνᾶ. ΠΑΛΛΑΣ: Ἡ Ἑλένη. ΠΑΝΘΕΟΝ: Δεσμοὶ αἵματος. ΠΑΝΤΕΛΗ: Ὁ ληστής. ΡΙΟ: Ἀγγελικὴ. ΣΟΡΑΓΙΑ: Οἱ Βάρβαροι. ΣΠΛΕΝΤΙΤ: Κοράλλι. ΤΡΙΑΝΟΝ: Μελοδράμα. ΧΑΡΑΥΓΗ: Ἡ αὐγή. [393,394,553,662]
pharmacies-heading: ΦΑΡΜΑΚΕΙΑ [14,942,205,971]
cinema-clubs-text: Εἰς τὴν «Ταινιοθήκην τῆς Ἑλλάδος» θὰ προβληθῇ σήμερον ἡ ταινία τοῦ Ρενὲ Κλαίρ. Ἡ Κινηματογραφικὴ Λέσχη «Στούντιο» συνεχίζει τὰς προβολάς της. [569,1926,786,1970]
crossword-cell [1467,888,1485,907]
ship-kriti-text: Ἐκάστην Δευτέραν 9 μ.μ. κατ᾽ εὐθεῖαν Κωνσταντινούπολιν. Πληροφορίαι Πειραιεὺς. [1358,1713,1540,1746]
crossword-cell [1431,830,1449,849]
crossword-cell [1522,811,1540,830]
calendar-text: Καλλιοπίου μ. Γεωργίου ἐπ. Μελ. Ἀνατολὴ ἡλίου 6.04 — δύσις 6.51. Σελήνη 3 ἡμερῶν. Ἐκδόσεις «Ἐλευθερία» Α.Ε. Διευθυντής: Πραγματεία. Κατοικία Πανεπ. Κυριακοῦ ἀρ. 21 Πρόεδρος καὶ Συντακτικὴ ἐπιτροπή. Διοίκησις ὁδὸς Γεωργιάδου ἀρ. 7. [8,131,211,196]
column-social [1169,0,1542,2241]
crossword-clues: Ὁριζοντίως: 1) Ἀρχαῖος Ἕλλην ποιητής. 2) Τὸ σῶμα τοῦ ἀνθρώπου. 3) Ἀρχὴ τῆς ἡμέρας. 4) Ποταμὸς τῆς Ἀσίας. 5) Ἑλληνικὴ νῆσος. 6) Συντομογραφία. 7) Κοινὸν ὄνομα. 8) Ζῷον. 9) Μουσικὸν ὄργανον. Καθέτως: 1) Ἀρχαία πόλις. 2) Ὄνομα γυναικός. 3) Φυτόν. 4) Μετάλλευμα. 5) Ῥῆμα. 6) Ἄρθρον. 7) Ἀγαθόν. 8) Χρῶμα. 9) Ὄνομα ποταμοῦ. [1358,931,1540,1030]
theatres-list: ΑΘΗΝΑΙΩΝ: «Ἀνθρώπος τῆς ἀγορᾶς». ΑΚΡΟΠΟΛ: «Ἡ ἀγάπη ποὺ ἦρθε». ΑΛΣΟΥΣ: «Ἡ κυρία μὲ τὰ κόκκινα». ΑΜΙΡΑΛ: «Μιὰ γυναίκα στὸ σπίτι». ΑΛΦΑ: «Τὸ καπέλλο». ΒΑΣΙΛΙΚΟΝ: «Ὁ βασιλιὰς Ληρ». ΒΕΡΓΗ: «Κατασκοπεία». ΔΙΟΝΥΣΙΑ: «Ἡ μαμά μας». ΕΘΝΙΚΟΝ: «Ἀντιγόνη». ΙΝΤΕΡΝΑΣΙΟΝΑΛ: «Τὸ κορίτσι τοῦ λούνα-πάρκ». ΚΕΝΤΡΙΚΟΝ: «Ἄν οἱ ἄνδρες...». ΚΟΤΟΠΟΥΛΗ: «Ἡ Γαλάζια Σκούφια». ΚΥΚΛΙΚΟΝ: «Ἡ Πριγκίπισσα». ΜΟΥΣΟΥΡΗ: «Ὁ Φιάκαρης». ΝΕΟ ΘΕΑΤΡΟ: «Ἡ Λυσιστράτη». ΟΛΥΜΠΙΑ: «Ἀΐντα». ΠΑΛΛΑΣ: «Καλημέρα Ἀθήνα». ΠΑΝΑΘΗΝΑΙΑ: «Ὁ φίλος μας ὁ Κλέων». ΠΑΠΑΙΩΑΝΝΟΥ: «Ὁ ἄνθρωπος μὲ τὰ γαρύφαλλα». ΠΟΡΕΙΑ: «Τὸ Ἄγαλμα». ΡΕΞ: «Ἡ Φωνὴ τοῦ Ἀγγέλου». ΣΙΝΕ ΑΚΡΟΠΟΛ: «Ἡ Ἐλευθερία». ΤΕΧΝΗΣ: «Ὁ Βυσσινόκηπος». ΧΑΤΖΗΧΡΗΣΤΟΥ: «Ἐρωτικὴ Ἱστορία». [224,154,385,400]
crossword-cell [1394,849,1413,869]
police-text: Ὁ ὀρισμένη συνάντησις ἐπὶ τοῦ θέματος αὐτοῦ ἐγένετο μεταξὺ τῶν ἐκπροσώπων τῶν φοιτητῶν καὶ τῶν ἀρμοδίων. Οἱ φοιτηταὶ κατήγγειλαν ὅτι ἡ ζωή των ἀστυνομεύεται καὶ ὅτι δὲν εἶναι ἐλεύθεροι νὰ ἐκφράζωνται. Ζητοῦν τὴν κατάργησιν τῶν περιοριστικῶν μέτρων καὶ τὴν ἀποκατάστασιν τῆς ἀκαδημαϊκῆς ἐλευθερίας. Ἡ Πρυτανεία ὑπεσχέθη νὰ μελετήσῃ τὸ θέμα. [799,1980,973,2092]
ktel-text: Ἀναχωρήσεις λεωφορείων καθ᾽ ἑκάστην ἀπὸ τὸν σταθμὸν Κηφισσοῦ. [1169,1616,1351,1637]
crossword-cell [1485,791,1503,811]
crossword-col-label: 7 [1490,736,1499,749]
